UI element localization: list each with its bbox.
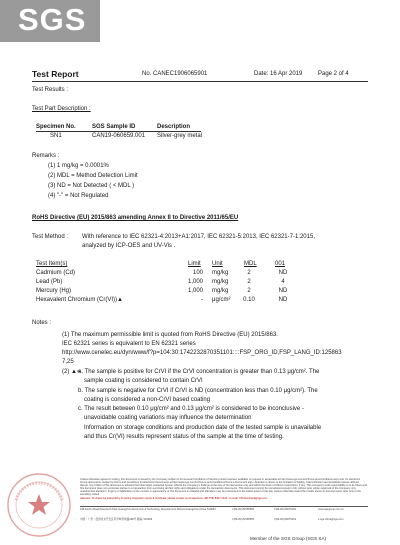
spec-cell-specimen: SN1 — [50, 133, 62, 139]
note-line: (1) The maximum permissible limit is quoted from RoHS Directive (EU) 2015/863. — [62, 332, 278, 338]
note-line: Information on storage conditions and production date of the tested sample is unavailable — [84, 425, 322, 431]
spec-cell-sample-id: CAN19-060659.001 — [92, 133, 146, 139]
sgs-logo: SGS — [0, 0, 100, 42]
report-number: No. CANEC1906065901 — [142, 71, 208, 77]
test-method-line: analyzed by ICP-OES and UV-Vis . — [82, 243, 176, 249]
notes-label: Notes : — [32, 320, 52, 326]
note-line: IEC 62321 series is equivalent to EN 62321 series — [62, 341, 196, 347]
result-limit: 1,000 — [187, 288, 203, 294]
result-unit: mg/kg — [212, 270, 229, 276]
result-unit: mg/kg — [212, 288, 229, 294]
results-header-mdl: MDL — [244, 261, 257, 267]
remark-item: (2) MDL = Method Detection Limit — [48, 173, 138, 179]
part-description-label: Test Part Description : — [32, 106, 91, 112]
page-number: Page 2 of 4 — [318, 71, 349, 77]
report-date: Date: 16 Apr 2019 — [254, 71, 303, 77]
result-mdl: 2 — [247, 288, 251, 294]
spec-header-sample-id: SGS Sample ID — [92, 124, 136, 130]
result-item: Cadmium (Cd) — [36, 270, 76, 276]
report-title: Test Report — [32, 69, 79, 79]
test-method-label: Test Method : — [32, 234, 69, 240]
footer-disclaimer: Unless otherwise agreed in writing, this document is issued by the Company subject to its General Conditions of Service printed overleaf, available on request or accessible at http://www.sgs.com/en/Terms-and-Conditions.aspx and, for electronic format documents, subject to Terms and Conditions for Electronic Documents at http://www.sgs.com/en/Terms-and-Conditions/Terms-e-Document.aspx. Attention is drawn to the limitation of liability, indemnification and jurisdiction issues defined therein. Any holder of this document is advised that information contained hereon reflects the Company's findings at the time of its intervention only and within the limits of Client's instructions, if any. The Company's sole responsibility is to its Client and this document does not exonerate parties to a transaction from exercising all their rights and obligations under the transaction documents. This document cannot be reproduced except in full, without prior written approval of the Company. Any unauthorized alteration, forgery or falsification of the content or appearance of this document is unlawful and offenders may be prosecuted to the fullest extent of the law. Unless otherwise stated the results shown in this test report refer only to the sample(s) tested. — [80, 478, 367, 497]
note-line: sample coating is considered to contain CrVI — [84, 378, 203, 384]
spec-table-divider — [36, 131, 201, 132]
result-item: Lead (Pb) — [36, 279, 63, 285]
remark-item: (4) "-" = Not Regulated — [48, 193, 109, 199]
note-line: a. The sample is positive for CrVI if the CrVI concentration is greater than 0.13 μg/cm². The — [78, 369, 320, 375]
spec-cell-description: Silver-grey metal — [157, 133, 203, 139]
note-line: coating is considered a non-CrVI based coating — [84, 397, 211, 403]
remark-item: (3) ND = Not Detected ( < MDL ) — [48, 183, 135, 189]
remarks-label: Remarks : — [32, 153, 60, 159]
footer-fax: f (86-20) 82075191 — [274, 518, 297, 521]
result-item: Hexavalent Chromium (Cr(VI))▲ — [36, 297, 123, 303]
result-mdl: 0.10 — [243, 297, 255, 303]
result-value: ND — [278, 288, 288, 294]
result-mdl: 2 — [247, 270, 251, 276]
note-line: c. The result between 0.10 μg/cm² and 0.13 μg/cm² is considered to be inconclusive - — [78, 406, 304, 412]
footer-email: e sgs.china@sgs.com — [318, 518, 344, 521]
footer-address-en: 198 Kezhu Road,Scientech Park Guangzhou Economic & Technology Development District,Guangzhou,China 510663 — [80, 508, 216, 511]
footer-phone: t (86-20) 82155555 — [232, 508, 255, 511]
result-unit: μg/cm² — [212, 297, 231, 303]
remark-item: (1) 1 mg/kg = 0.0001% — [48, 163, 109, 169]
results-header-unit: Unit — [212, 261, 223, 267]
result-limit: 1,000 — [187, 279, 203, 285]
note-line: b. The sample is negative for CrVI if CrVI is ND (concentration less than 0.10 μg/cm²). The — [78, 388, 318, 394]
note-link: http://www.cenelec.eu/dyn/www/f?p=104:30:1742232870351101::::FSP_ORG_ID,FSP_LANG_ID:125863 — [62, 350, 342, 356]
test-results-label: Test Results : — [32, 87, 69, 93]
result-item: Mercury (Hg) — [36, 288, 72, 294]
footer-web: www.sgsgroup.com.cn — [318, 508, 344, 511]
results-header-item: Test Item(s) — [36, 261, 68, 267]
header-divider — [32, 81, 368, 82]
note-line: unavoidable coating variations may influence the determination — [84, 415, 252, 421]
footer-address-cn: 中国・广州・经济技术开发区科学城科珠路198号 邮编: 510663 — [80, 518, 153, 521]
result-value: ND — [278, 297, 288, 303]
footer-divider — [80, 506, 368, 507]
note-line: 7,25 — [62, 359, 74, 365]
official-seal-icon — [4, 470, 74, 540]
section-title: RoHS Directive (EU) 2015/863 amending Annex II to Directive 2011/65/EU — [32, 215, 239, 221]
result-limit: - — [201, 297, 203, 303]
results-header-limit: Limit — [188, 261, 201, 267]
spec-header-specimen: Specimen No. — [36, 124, 76, 130]
result-value: ND — [278, 270, 288, 276]
result-value: 4 — [281, 279, 285, 285]
footer-phone: t (86-20) 82155555 — [232, 518, 255, 521]
spec-header-description: Description — [157, 124, 191, 130]
note-line: and thus Cr(VI) results represent status of the sample at the time of testing. — [84, 434, 284, 440]
result-unit: mg/kg — [212, 279, 229, 285]
result-limit: 100 — [192, 270, 203, 276]
results-header-sample: 001 — [275, 261, 286, 267]
footer-fax: f (86-20) 82075191 — [274, 508, 297, 511]
footer-member: Member of the SGS Group (SGS SA) — [250, 536, 327, 541]
result-mdl: 2 — [247, 279, 251, 285]
note-2-lead: (2) ▲= — [62, 369, 81, 375]
footer-attention: Attention: To check the authenticity of testing /inspection report & certificate, please contact us at telephone: (86-755) 8307 1443, or email: CN.Doccheck@sgs.com — [80, 497, 268, 500]
test-method-line: With reference to IEC 62321-4:2013+A1:2017, IEC 62321-5:2013, IEC 62321-7-1:2015, — [82, 234, 315, 240]
